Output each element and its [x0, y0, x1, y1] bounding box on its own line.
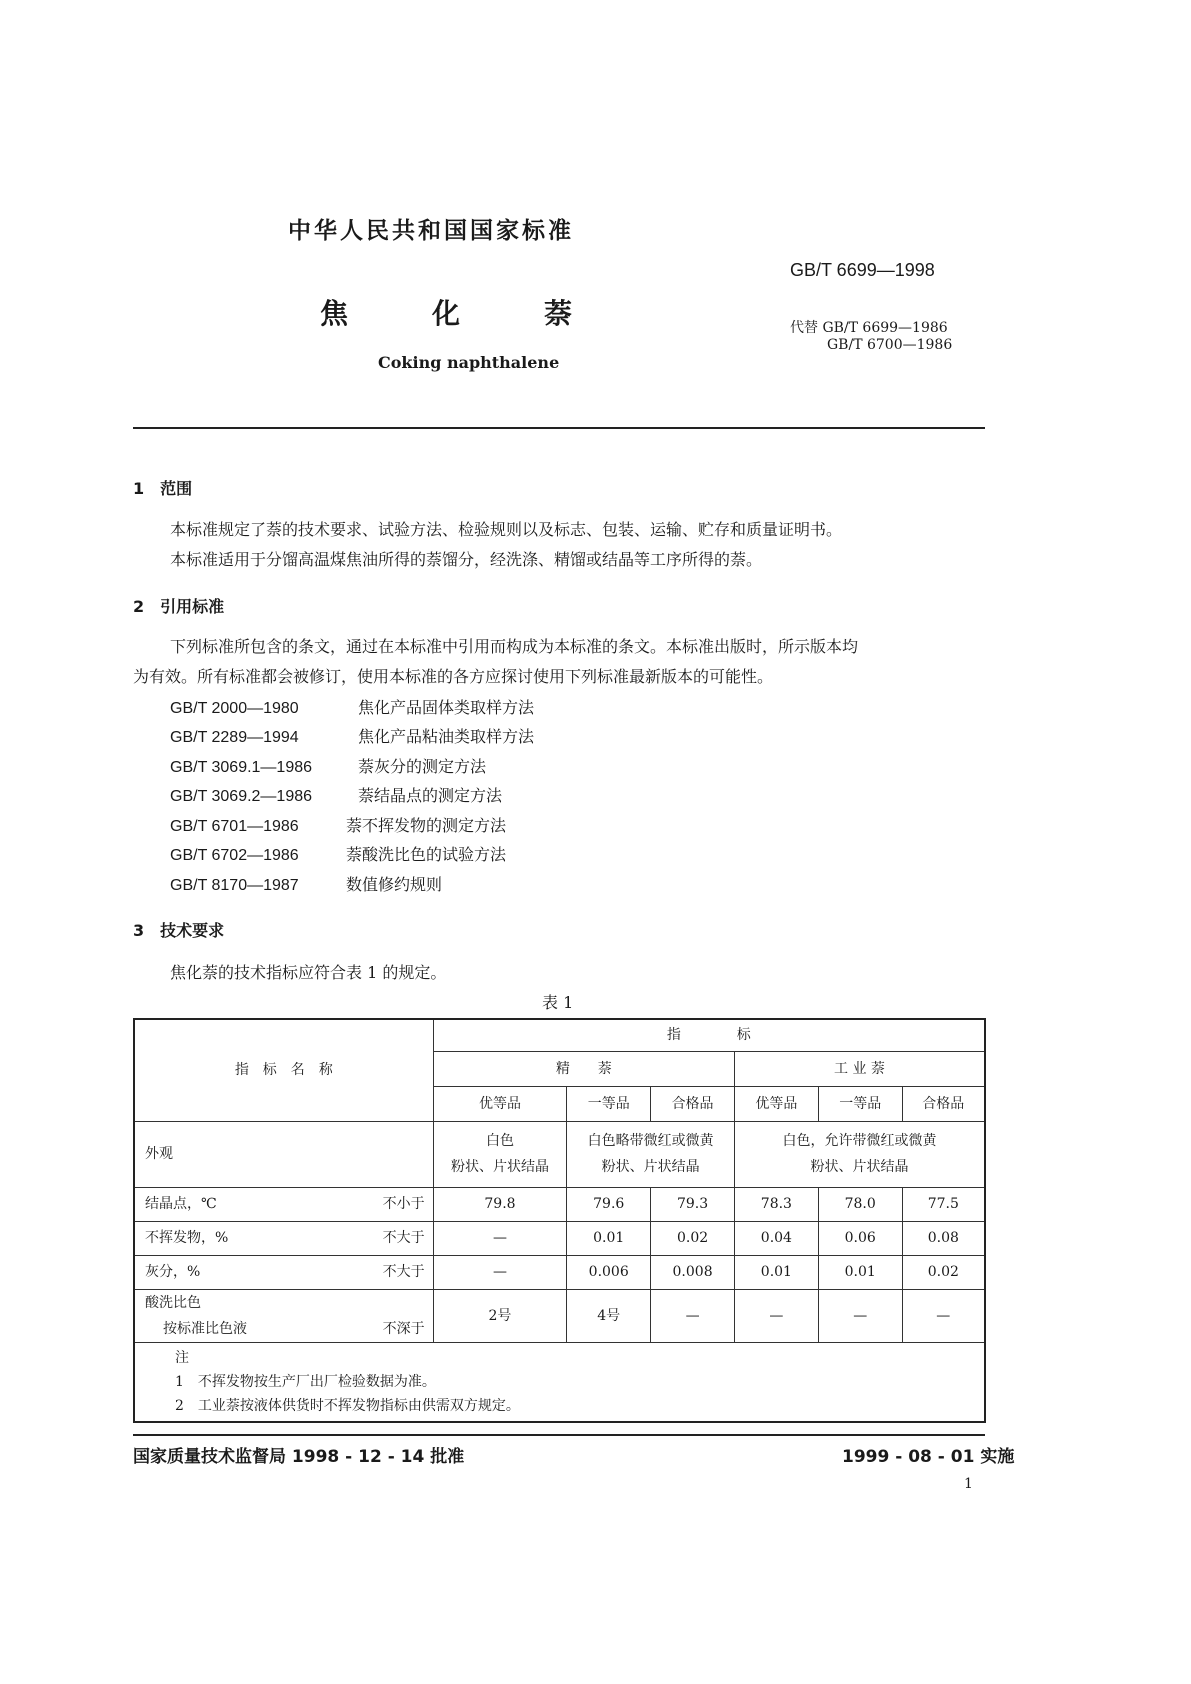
- section-1-para-2: 本标准适用于分馏高温煤焦油所得的萘馏分，经洗涤、精馏或结晶等工序所得的萘。: [170, 550, 763, 569]
- section-2-heading: 2 引用标准: [133, 597, 225, 616]
- replaces-label: 代替: [790, 320, 818, 336]
- spec-table: [133, 1018, 986, 1423]
- doc-title: 焦 化 萘: [320, 297, 573, 330]
- header-industrial: 工 业 萘: [734, 1051, 985, 1086]
- table-row: 结晶点，℃ 不小于 79.8 79.6 79.3 78.3 78.0 77.5: [134, 1187, 985, 1221]
- reference-item: GB/T 6701—1986 萘不挥发物的测定方法: [170, 816, 507, 835]
- table-row: 酸洗比色 按标准比色液 不深于 2号 4号 — — — —: [134, 1289, 985, 1342]
- grade-header: 合格品: [902, 1086, 985, 1121]
- page-number: 1: [964, 1476, 973, 1492]
- reference-item: GB/T 6702—1986 萘酸洗比色的试验方法: [170, 845, 507, 864]
- section-2-para-2: 为有效。所有标准都会被修订，使用本标准的各方应探讨使用下列标准最新版本的可能性。: [133, 667, 774, 686]
- reference-item: GB/T 3069.1—1986 萘灰分的测定方法: [170, 757, 487, 776]
- standard-type: 中华人民共和国国家标准: [288, 218, 574, 244]
- grade-header: 优等品: [734, 1086, 818, 1121]
- section-2-para-1: 下列标准所包含的条文，通过在本标准中引用而构成为本标准的条文。本标准出版时，所示版本均: [170, 637, 859, 656]
- section-1-heading: 1 范围: [133, 479, 193, 498]
- approval-date: 国家质量技术监督局 1998 - 12 - 14 批准: [133, 1447, 465, 1467]
- replaces-block: [790, 320, 952, 354]
- doc-title-en: Coking naphthalene: [378, 353, 560, 372]
- row-name: 外观: [134, 1121, 433, 1187]
- header-index: 指 标: [433, 1019, 985, 1051]
- standard-code: GB/T 6699—1998: [790, 260, 935, 280]
- table-row: 外观 白色 粉状、片状结晶 白色略带微红或微黄 粉状、片状结晶 白色，允许带微红或微黄 粉状、片状结晶: [134, 1121, 985, 1187]
- grade-header: 一等品: [567, 1086, 651, 1121]
- header-name: 指 标 名 称: [134, 1019, 433, 1121]
- reference-item: GB/T 2289—1994 焦化产品粘油类取样方法: [170, 727, 535, 746]
- table-caption: 表 1: [542, 993, 574, 1012]
- grade-header: 优等品: [433, 1086, 567, 1121]
- replaces-2: GB/T 6700—1986: [827, 337, 953, 353]
- table-row: 灰分，% 不大于 — 0.006 0.008 0.01 0.01 0.02: [134, 1255, 985, 1289]
- effective-date: 1999 - 08 - 01 实施: [842, 1447, 1015, 1467]
- reference-item: GB/T 8170—1987 数值修约规则: [170, 875, 443, 894]
- table-row: 不挥发物，% 不大于 — 0.01 0.02 0.04 0.06 0.08: [134, 1221, 985, 1255]
- section-1-para-1: 本标准规定了萘的技术要求、试验方法、检验规则以及标志、包装、运输、贮存和质量证明书。: [170, 520, 843, 539]
- grade-header: 一等品: [818, 1086, 902, 1121]
- section-3-para-1: 焦化萘的技术指标应符合表 1 的规定。: [170, 963, 447, 982]
- footer-rule: [133, 1434, 985, 1436]
- grade-header: 合格品: [651, 1086, 735, 1121]
- table-notes: 注 1 不挥发物按生产厂出厂检验数据为准。 2 工业萘按液体供货时不挥发物指标由供需双方规定。: [134, 1342, 985, 1422]
- header-rule: [133, 427, 985, 429]
- section-3-heading: 3 技术要求: [133, 921, 225, 940]
- header-refined: 精 萘: [433, 1051, 734, 1086]
- replaces-1: GB/T 6699—1986: [822, 320, 948, 336]
- reference-item: GB/T 2000—1980 焦化产品固体类取样方法: [170, 698, 535, 717]
- reference-item: GB/T 3069.2—1986 萘结晶点的测定方法: [170, 786, 503, 805]
